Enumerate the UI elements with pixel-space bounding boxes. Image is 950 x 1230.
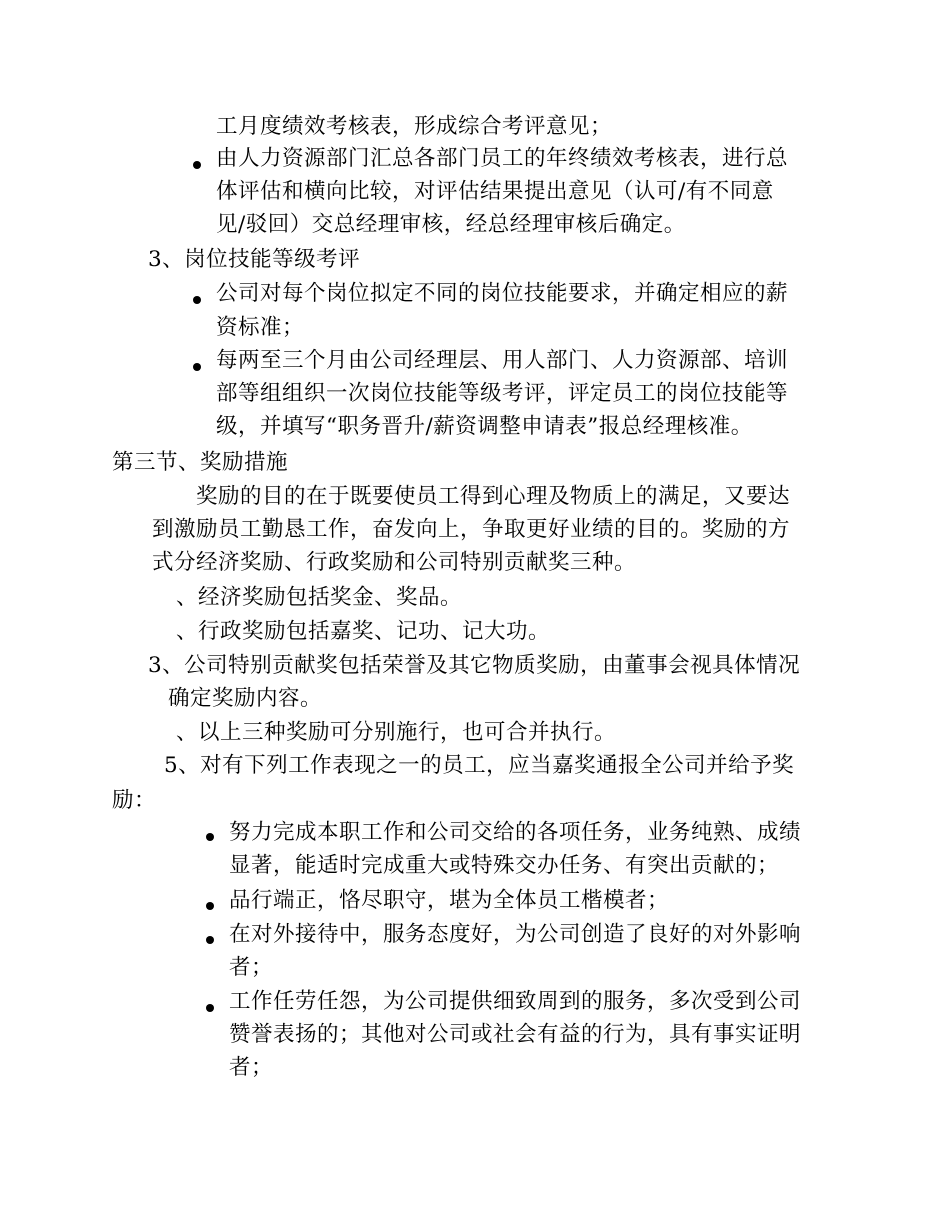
commend-item-line-2: 励： xyxy=(112,788,157,813)
continued-line: 工月度绩效考核表，形成综合考评意见； xyxy=(216,114,613,139)
annual-review-line-3: 见/驳回）交总经理审核，经总经理审核后确定。 xyxy=(216,212,686,237)
bullet-icon xyxy=(193,161,201,169)
condition-4-line-1: 工作任劳任怨，为公司提供细致周到的服务，多次受到公司 xyxy=(229,989,802,1014)
commend-item-line-1: 5、对有下列工作表现之一的员工，应当嘉奖通报全公司并给予奖 xyxy=(164,753,795,778)
bullet-icon xyxy=(206,936,214,944)
condition-3-line-1: 在对外接待中，服务态度好，为公司创造了良好的对外影响 xyxy=(229,922,802,947)
combined-reward-item: 、以上三种奖励可分别施行，也可合并执行。 xyxy=(176,720,617,745)
skill-review-line-2: 部等组组织一次岗位技能等级考评，评定员工的岗位技能等 xyxy=(216,381,789,406)
intro-line-3: 式分经济奖励、行政奖励和公司特别贡献奖三种。 xyxy=(152,550,637,575)
intro-line-2: 到激励员工勤恳工作，奋发向上，争取更好业绩的目的。奖励的方 xyxy=(152,517,791,542)
bullet-icon xyxy=(206,1004,214,1012)
condition-1-line-1: 努力完成本职工作和公司交给的各项任务，业务纯熟、成绩 xyxy=(229,820,802,845)
bullet-icon xyxy=(193,296,201,304)
bullet-icon xyxy=(206,833,214,841)
skill-review-heading: 3、岗位技能等级考评 xyxy=(148,247,361,272)
skill-review-line-3: 级，并填写“职务晋升/薪资调整申请表”报总经理核准。 xyxy=(216,414,753,439)
condition-3-line-2: 者； xyxy=(229,955,274,980)
condition-4-line-2: 赞誉表扬的；其他对公司或社会有益的行为，具有事实证明 xyxy=(229,1022,802,1047)
economic-reward-item: 、经济奖励包括奖金、奖品。 xyxy=(176,585,463,610)
annual-review-line-2: 体评估和横向比较，对评估结果提出意见（认可/有不同意 xyxy=(216,179,774,204)
condition-2-line-1: 品行端正，恪尽职守，堪为全体员工楷模者； xyxy=(229,888,670,913)
intro-line-1: 奖励的目的在于既要使员工得到心理及物质上的满足，又要达 xyxy=(196,484,791,509)
section-title: 第三节、奖励措施 xyxy=(112,450,289,475)
admin-reward-item: 、行政奖励包括嘉奖、记功、记大功。 xyxy=(176,619,551,644)
condition-1-line-2: 显著，能适时完成重大或特殊交办任务、有突出贡献的； xyxy=(229,853,780,878)
special-reward-line-1: 3、公司特别贡献奖包括荣誉及其它物质奖励，由董事会视具体情况 xyxy=(148,653,801,678)
skill-review-line-1: 每两至三个月由公司经理层、用人部门、人力资源部、培训 xyxy=(216,348,789,373)
skill-standard-line-1: 公司对每个岗位拟定不同的岗位技能要求，并确定相应的薪 xyxy=(216,281,789,306)
skill-standard-line-2: 资标准； xyxy=(216,315,305,340)
condition-4-line-3: 者； xyxy=(229,1055,274,1080)
special-reward-line-2: 确定奖励内容。 xyxy=(168,686,323,711)
bullet-icon xyxy=(193,363,201,371)
annual-review-line-1: 由人力资源部门汇总各部门员工的年终绩效考核表，进行总 xyxy=(216,146,789,171)
bullet-icon xyxy=(206,902,214,910)
